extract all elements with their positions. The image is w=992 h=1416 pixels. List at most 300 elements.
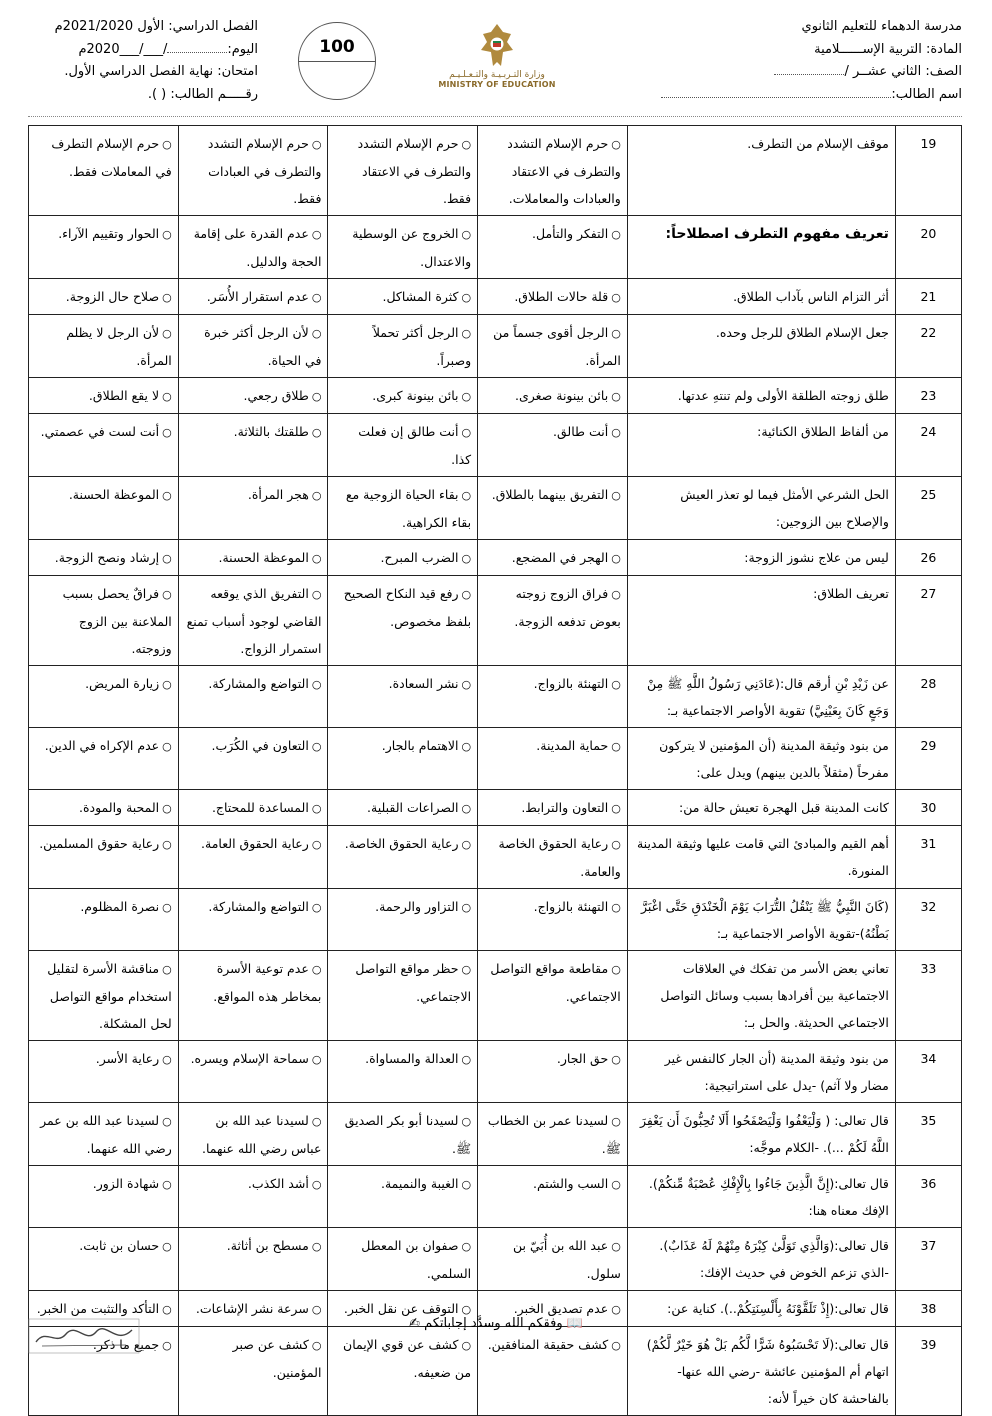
radio-circle-icon[interactable]: ○ — [162, 838, 172, 851]
radio-circle-icon[interactable]: ○ — [611, 1339, 621, 1352]
radio-circle-icon[interactable]: ○ — [162, 552, 172, 565]
student-number-line: رقـــــم الطالب: ( ). — [147, 86, 258, 102]
answer-option[interactable] — [178, 126, 328, 216]
question-number: 33 — [895, 951, 961, 1041]
answer-option-label: التفكر والتأمل. — [532, 226, 609, 241]
answer-option[interactable] — [328, 1327, 478, 1416]
answer-option-label: صفوان بن المعطل السلمي. — [361, 1238, 472, 1281]
answer-option[interactable] — [29, 315, 179, 378]
answer-option-label: بقاء الحياة الزوجية مع بقاء الكراهية. — [345, 487, 472, 530]
radio-circle-icon[interactable]: ○ — [611, 552, 621, 565]
answer-option[interactable] — [328, 378, 478, 414]
answer-option[interactable] — [478, 790, 628, 826]
question-stem: (كَانَ النَّبِيُّ ﷺ يَنْقُلُ التُّرَابَ يَوْمَ الْخَنْدَقِ حَتَّى اغْبَرَّ بَطْنُهُ)-تقوية الأواصر الاجتماعية بـ: — [627, 889, 895, 951]
answer-option[interactable] — [478, 889, 628, 951]
answer-option-label: حرم الإسلام التشدد والتطرف في الاعتقاد والعبادات والمعاملات. — [507, 136, 621, 206]
question-stem: قال تعالى:(وَالَّذِي تَوَلَّىٰ كِبْرَهُ مِنْهُمْ لَهُ عَذَابٌ). -الذي تزعم الخوض في حديث الإفك: — [627, 1228, 895, 1291]
answer-option-label: كشف حقيقة المنافقين. — [487, 1337, 609, 1352]
answer-option-label: الرجل أقوى جسماً من المرأة. — [493, 325, 621, 368]
answer-option-label: التأكد والتثبت من الخبر. — [36, 1301, 160, 1316]
radio-circle-icon[interactable]: ○ — [311, 228, 322, 241]
radio-circle-icon[interactable]: ○ — [611, 963, 621, 976]
radio-circle-icon[interactable]: ○ — [461, 901, 472, 914]
answer-option[interactable] — [29, 378, 179, 414]
radio-circle-icon[interactable]: ○ — [461, 1115, 472, 1128]
radio-circle-icon[interactable]: ○ — [162, 802, 172, 815]
answer-option[interactable] — [328, 790, 478, 826]
answer-option-label: قلة حالات الطلاق. — [514, 289, 609, 304]
answer-option[interactable] — [478, 728, 628, 790]
answer-option-label: كشف عن قوي الإيمان من ضعيفه. — [343, 1337, 472, 1380]
radio-circle-icon[interactable]: ○ — [162, 390, 172, 403]
radio-circle-icon[interactable]: ○ — [311, 1115, 322, 1128]
answer-option[interactable] — [29, 790, 179, 826]
answer-option-label: لأن الرجل لا يظلم المرأة. — [66, 325, 172, 368]
ministry-emblem — [436, 22, 558, 112]
radio-circle-icon[interactable]: ○ — [461, 552, 472, 565]
radio-circle-icon[interactable]: ○ — [311, 1303, 322, 1316]
radio-circle-icon[interactable]: ○ — [461, 489, 472, 502]
answer-option-label: عدم القدرة على إقامة الحجة والدليل. — [193, 226, 322, 269]
question-row — [29, 1327, 962, 1416]
radio-circle-icon[interactable]: ○ — [311, 489, 322, 502]
answer-option[interactable] — [478, 216, 628, 279]
answer-option[interactable] — [328, 279, 478, 315]
answer-option[interactable] — [29, 1228, 179, 1291]
radio-circle-icon[interactable]: ○ — [311, 1178, 322, 1191]
answer-option-label: هجر المرأة. — [247, 487, 309, 502]
radio-circle-icon[interactable]: ○ — [611, 1303, 621, 1316]
teacher-signature — [28, 1318, 140, 1354]
question-number: 22 — [895, 315, 961, 378]
answer-option-label: حرم الإسلام التشدد والتطرف في العبادات فقط. — [207, 136, 322, 206]
answer-option[interactable] — [29, 1041, 179, 1103]
answer-option[interactable] — [328, 216, 478, 279]
answer-option[interactable] — [478, 1327, 628, 1416]
answer-option[interactable] — [178, 315, 328, 378]
answer-option-label: الاهتمام بالجار. — [381, 738, 459, 753]
answer-option-label: الرجل أكثر تحملاً وصبراً. — [372, 325, 472, 368]
header-school-info — [632, 16, 962, 106]
radio-circle-icon[interactable]: ○ — [162, 327, 172, 340]
answer-option[interactable] — [478, 540, 628, 576]
radio-circle-icon[interactable]: ○ — [311, 588, 322, 601]
answer-option-label: الحوار وتقييم الآراء. — [58, 226, 160, 241]
day-line: اليوم:/___/___2020م — [78, 41, 258, 57]
radio-circle-icon[interactable]: ○ — [611, 1053, 621, 1066]
radio-circle-icon[interactable]: ○ — [461, 588, 472, 601]
questions-table — [28, 125, 962, 1416]
radio-circle-icon[interactable]: ○ — [461, 678, 472, 691]
radio-circle-icon[interactable]: ○ — [162, 1178, 172, 1191]
radio-circle-icon[interactable]: ○ — [611, 901, 621, 914]
answer-option-label: بائن بينونة كبرى. — [372, 388, 459, 403]
radio-circle-icon[interactable]: ○ — [162, 901, 172, 914]
answer-option[interactable] — [328, 414, 478, 477]
writing-hand-icon: ✍ — [409, 1316, 420, 1331]
radio-circle-icon[interactable]: ○ — [162, 291, 172, 304]
answer-option-label: حق الجار. — [556, 1051, 609, 1066]
answer-option[interactable] — [328, 315, 478, 378]
answer-option-label: حماية المدينة. — [536, 738, 609, 753]
answer-option-label: سماحة الإسلام ويسره. — [190, 1051, 309, 1066]
answer-option[interactable] — [178, 378, 328, 414]
radio-circle-icon[interactable]: ○ — [162, 489, 172, 502]
answer-option-label: الهجر في المضجع. — [511, 550, 609, 565]
question-number: 23 — [895, 378, 961, 414]
grade-line: الصف: الثاني عشــر / — [632, 61, 962, 84]
answer-option[interactable] — [29, 826, 179, 889]
answer-option[interactable] — [328, 1228, 478, 1291]
answer-option[interactable] — [478, 279, 628, 315]
question-stem: من ألفاظ الطلاق الكنائية: — [627, 414, 895, 477]
answer-option[interactable] — [178, 790, 328, 826]
question-row — [29, 576, 962, 666]
radio-circle-icon[interactable]: ○ — [311, 740, 322, 753]
radio-circle-icon[interactable]: ○ — [461, 291, 472, 304]
question-row — [29, 477, 962, 540]
radio-circle-icon[interactable]: ○ — [311, 678, 322, 691]
radio-circle-icon[interactable]: ○ — [461, 138, 472, 151]
answer-option-label: نشر السعادة. — [388, 676, 459, 691]
radio-circle-icon[interactable]: ○ — [162, 228, 172, 241]
radio-circle-icon[interactable]: ○ — [611, 678, 621, 691]
answer-option[interactable] — [478, 1103, 628, 1166]
radio-circle-icon[interactable]: ○ — [611, 1115, 621, 1128]
question-row — [29, 951, 962, 1041]
answer-option[interactable] — [178, 889, 328, 951]
question-stem: أثر التزام الناس بآداب الطلاق. — [627, 279, 895, 315]
question-stem: قال تعالى:(إِذْ تَلَقَّوْنَهُ بِأَلْسِنَتِكُمْ..). كناية عن: — [627, 1291, 895, 1327]
answer-option[interactable] — [478, 414, 628, 477]
answer-option-label: حظر مواقع التواصل الاجتماعي. — [355, 961, 472, 1004]
answer-option-label: كثرة المشاكل. — [382, 289, 459, 304]
radio-circle-icon[interactable]: ○ — [461, 228, 472, 241]
answer-option[interactable] — [29, 576, 179, 666]
question-row — [29, 790, 962, 826]
question-stem: الحل الشرعي الأمثل فيما لو تعذر العيش والإصلاح بين الزوجين: — [627, 477, 895, 540]
radio-circle-icon[interactable]: ○ — [311, 1339, 322, 1352]
answer-option-label: السب والشتم. — [532, 1176, 609, 1191]
question-row — [29, 378, 962, 414]
answer-option-label: زيارة المريض. — [85, 676, 160, 691]
radio-circle-icon[interactable]: ○ — [311, 1240, 322, 1253]
ministry-name-en: MINISTRY OF EDUCATION — [438, 80, 556, 89]
answer-option-label: بائن بينونة صغرى. — [514, 388, 609, 403]
radio-circle-icon[interactable]: ○ — [461, 838, 472, 851]
question-stem: كانت المدينة قبل الهجرة تعيش حالة من: — [627, 790, 895, 826]
radio-circle-icon[interactable]: ○ — [461, 802, 472, 815]
radio-circle-icon[interactable]: ○ — [611, 1240, 621, 1253]
question-stem: قال تعالى: ( وَلْيَعْفُوا وَلْيَصْفَحُوا أَلَا تُحِبُّونَ أَن يَغْفِرَ اللَّهُ لَكُمْ ...). -الكلام موجَّه: — [627, 1103, 895, 1166]
answer-option[interactable] — [478, 666, 628, 728]
answer-option[interactable] — [328, 126, 478, 216]
radio-circle-icon[interactable]: ○ — [311, 291, 322, 304]
footer-text: وفقكم الله وسدَّد إجاباتكم — [424, 1316, 563, 1331]
radio-circle-icon[interactable]: ○ — [461, 963, 472, 976]
question-number: 34 — [895, 1041, 961, 1103]
answer-option-label: التهنئة بالزواج. — [533, 899, 609, 914]
answer-option-label: التواضع والمشاركة. — [208, 899, 309, 914]
radio-circle-icon[interactable]: ○ — [162, 740, 172, 753]
radio-circle-icon[interactable]: ○ — [311, 426, 322, 439]
answer-option-label: أنت طالق. — [553, 424, 609, 439]
answer-option-label: لسيدنا عبد الله بن عباس رضي الله عنهما. — [202, 1113, 322, 1156]
answer-option[interactable] — [328, 826, 478, 889]
answer-option[interactable] — [178, 576, 328, 666]
radio-circle-icon[interactable]: ○ — [162, 588, 172, 601]
question-row — [29, 1103, 962, 1166]
answer-option[interactable] — [29, 477, 179, 540]
answer-option-label: التفريق الذي يوقعه القاضي لوجود أسباب تمنع استمرار الزواج. — [186, 586, 322, 656]
answer-option-label: صلاح حال الزوجة. — [65, 289, 160, 304]
answer-option[interactable] — [178, 414, 328, 477]
radio-circle-icon[interactable]: ○ — [611, 291, 621, 304]
answer-option-label: كشف عن صبر المؤمنين. — [232, 1337, 322, 1380]
answer-option-label: لسيدنا عمر بن الخطاب ﷺ. — [487, 1113, 621, 1156]
answer-option-label: رعاية الأسر. — [95, 1051, 160, 1066]
radio-circle-icon[interactable]: ○ — [611, 838, 621, 851]
answer-option[interactable] — [178, 666, 328, 728]
answer-option[interactable] — [178, 216, 328, 279]
answer-option[interactable] — [478, 1041, 628, 1103]
answer-option-label: مناقشة الأسرة لتقليل استخدام مواقع التواصل لحل المشكلة. — [47, 961, 172, 1031]
radio-circle-icon[interactable]: ○ — [611, 489, 621, 502]
answer-option[interactable] — [328, 1103, 478, 1166]
answer-option-label: رعاية الحقوق الخاصة والعامة. — [498, 836, 621, 879]
radio-circle-icon[interactable]: ○ — [611, 740, 621, 753]
answer-option[interactable] — [29, 126, 179, 216]
answer-option-label: التهنئة بالزواج. — [533, 676, 609, 691]
question-number: 21 — [895, 279, 961, 315]
radio-circle-icon[interactable]: ○ — [611, 228, 621, 241]
radio-circle-icon[interactable]: ○ — [162, 963, 172, 976]
answer-option[interactable] — [478, 126, 628, 216]
question-stem: قال تعالى:(إِنَّ الَّذِينَ جَاءُوا بِالْإِفْكِ عُصْبَةٌ مِّنكُمْ). الإفك معناه هنا: — [627, 1166, 895, 1228]
question-row — [29, 414, 962, 477]
radio-circle-icon[interactable]: ○ — [311, 802, 322, 815]
question-number: 26 — [895, 540, 961, 576]
answer-option[interactable] — [328, 576, 478, 666]
radio-circle-icon[interactable]: ○ — [311, 390, 322, 403]
radio-circle-icon[interactable]: ○ — [461, 1053, 472, 1066]
question-row — [29, 666, 962, 728]
answer-option[interactable] — [178, 1327, 328, 1416]
question-row — [29, 728, 962, 790]
question-number: 39 — [895, 1327, 961, 1416]
radio-circle-icon[interactable]: ○ — [461, 740, 472, 753]
radio-circle-icon[interactable]: ○ — [162, 138, 172, 151]
radio-circle-icon[interactable]: ○ — [461, 327, 472, 340]
score-total: 100 — [319, 37, 355, 57]
radio-circle-icon[interactable]: ○ — [611, 426, 621, 439]
answer-option[interactable] — [178, 279, 328, 315]
answer-option-label: لا يقع الطلاق. — [88, 388, 160, 403]
radio-circle-icon[interactable]: ○ — [311, 1053, 322, 1066]
radio-circle-icon[interactable]: ○ — [162, 1053, 172, 1066]
answer-option-label: رعاية حقوق المسلمين. — [39, 836, 160, 851]
answer-option[interactable] — [328, 889, 478, 951]
answer-option[interactable] — [178, 1166, 328, 1228]
answer-option[interactable] — [328, 1041, 478, 1103]
radio-circle-icon[interactable]: ○ — [162, 1339, 172, 1352]
question-stem: طلق زوجته الطلقة الأولى ولم تنتهِ عدتها. — [627, 378, 895, 414]
answer-option-label: عدم الإكراه في الدين. — [44, 738, 160, 753]
answer-option-label: الموعظة الحسنة. — [68, 487, 160, 502]
answer-option[interactable] — [178, 951, 328, 1041]
header-exam-info — [28, 16, 258, 106]
answer-option[interactable] — [328, 951, 478, 1041]
answer-option-label: العدالة والمساواة. — [365, 1051, 459, 1066]
question-stem: قال تعالى:(لَا تَحْسَبُوهُ شَرًّا لَّكُم بَلْ هُوَ خَيْرٌ لَّكُمْ) اتهام أم المؤمنين عائشة -رضي الله عنها-بالفاحشة كان خيراً لأنه: — [627, 1327, 895, 1416]
answer-option[interactable] — [29, 1103, 179, 1166]
radio-circle-icon[interactable]: ○ — [311, 838, 322, 851]
answer-option-label: أنت لست في عصمتي. — [40, 424, 160, 439]
question-number: 28 — [895, 666, 961, 728]
question-number: 24 — [895, 414, 961, 477]
answer-option-label: فراقٌ يحصل بسبب الملاعنة بين الزوج وزوجته. — [62, 586, 172, 656]
answer-option-label: حرم الإسلام التطرف في المعاملات فقط. — [51, 136, 172, 179]
answer-option-label: التفريق بينهما بالطلاق. — [491, 487, 609, 502]
semester-line: الفصل الدراسي: الأول 2021/2020م — [54, 19, 258, 34]
answer-option-label: المحبة والمودة. — [79, 800, 160, 815]
answer-option[interactable] — [328, 666, 478, 728]
radio-circle-icon[interactable]: ○ — [461, 1178, 472, 1191]
answer-option[interactable] — [29, 216, 179, 279]
question-stem: ليس من علاج نشوز الزوجة: — [627, 540, 895, 576]
answer-option-label: الصراعات القبلية. — [367, 800, 459, 815]
answer-option-label: المساعدة للمحتاج. — [211, 800, 309, 815]
answer-option-label: أنت طالق إن فعلت كذا. — [358, 424, 472, 467]
answer-option-label: شهادة الزور. — [92, 1176, 160, 1191]
answer-option-label: الغيبة والنميمة. — [380, 1176, 459, 1191]
question-number: 35 — [895, 1103, 961, 1166]
subject-line: المادة: التربية الإســــــلامية — [814, 41, 962, 57]
radio-circle-icon[interactable]: ○ — [311, 963, 322, 976]
ministry-name-ar: وزارة التـربـيـة والتـعـلـيـم — [449, 70, 545, 80]
radio-circle-icon[interactable]: ○ — [461, 1339, 472, 1352]
answer-option-label: رعاية الحقوق العامة. — [201, 836, 309, 851]
answer-option-label: طلقتك بالثلاثة. — [233, 424, 309, 439]
answer-option-label: لسيدنا عبد الله بن عمر رضي الله عنهما. — [40, 1113, 172, 1156]
radio-circle-icon[interactable]: ○ — [311, 552, 322, 565]
question-number: 37 — [895, 1228, 961, 1291]
answer-option[interactable] — [328, 477, 478, 540]
answer-option[interactable] — [178, 477, 328, 540]
book-icon: 📖 — [566, 1316, 583, 1331]
radio-circle-icon[interactable]: ○ — [162, 678, 172, 691]
answer-option[interactable] — [478, 826, 628, 889]
exam-line: امتحان: نهاية الفصل الدراسي الأول. — [64, 64, 258, 79]
question-stem: عن زَيْدِ بْنِ أرقم قال:(عَادَنِي رَسُولُ اللَّهِ ﷺ مِنْ وَجَعٍ كَانَ بِعَيْنِيَّ) تقوية الأواصر الاجتماعية بـ: — [627, 666, 895, 728]
answer-option[interactable] — [478, 576, 628, 666]
answer-option[interactable] — [478, 315, 628, 378]
radio-circle-icon[interactable]: ○ — [162, 426, 172, 439]
question-row — [29, 315, 962, 378]
answer-option-label: الخروج عن الوسطية والاعتدال. — [352, 226, 472, 269]
question-row — [29, 889, 962, 951]
answer-option[interactable] — [29, 279, 179, 315]
radio-circle-icon[interactable]: ○ — [461, 390, 472, 403]
answer-option-label: لأن الرجل أكثر خبرة في الحياة. — [204, 325, 322, 368]
question-number: 32 — [895, 889, 961, 951]
radio-circle-icon[interactable]: ○ — [162, 1240, 172, 1253]
exam-header — [28, 14, 962, 110]
answer-option[interactable] — [328, 728, 478, 790]
answer-option[interactable] — [478, 1228, 628, 1291]
radio-circle-icon[interactable]: ○ — [162, 1303, 172, 1316]
answer-option[interactable] — [178, 1228, 328, 1291]
answer-option[interactable] — [478, 477, 628, 540]
radio-circle-icon[interactable]: ○ — [461, 1240, 472, 1253]
answer-option-label: التزاور والرحمة. — [375, 899, 459, 914]
answer-option-label: سرعة نشر الإشاعات. — [195, 1301, 309, 1316]
answer-option[interactable] — [328, 1166, 478, 1228]
radio-circle-icon[interactable]: ○ — [461, 1303, 472, 1316]
answer-option-label: عدم توعية الأسرة بمخاطر هذه المواقع. — [213, 961, 322, 1004]
question-row — [29, 126, 962, 216]
answer-option[interactable] — [478, 951, 628, 1041]
answer-option[interactable] — [29, 951, 179, 1041]
radio-circle-icon[interactable]: ○ — [311, 901, 322, 914]
answer-option[interactable] — [29, 414, 179, 477]
radio-circle-icon[interactable]: ○ — [311, 327, 322, 340]
answer-option-label: أشد الكذب. — [247, 1176, 309, 1191]
answer-option[interactable] — [29, 728, 179, 790]
answer-option[interactable] — [29, 540, 179, 576]
radio-circle-icon[interactable]: ○ — [611, 327, 621, 340]
answer-option-label: التعاون والترابط. — [521, 800, 609, 815]
answer-option[interactable] — [328, 540, 478, 576]
radio-circle-icon[interactable]: ○ — [162, 1115, 172, 1128]
answer-option-label: رعاية الحقوق الخاصة. — [344, 836, 459, 851]
answer-option[interactable] — [178, 1103, 328, 1166]
answer-option[interactable] — [478, 1166, 628, 1228]
radio-circle-icon[interactable]: ○ — [611, 802, 621, 815]
answer-option[interactable] — [29, 666, 179, 728]
answer-option[interactable] — [178, 1041, 328, 1103]
radio-circle-icon[interactable]: ○ — [611, 390, 621, 403]
answer-option-label: حرم الإسلام التشدد والتطرف في الاعتقاد فقط. — [357, 136, 472, 206]
answer-option-label: التوقف عن نقل الخبر. — [343, 1301, 459, 1316]
score-divider — [299, 61, 375, 62]
radio-circle-icon[interactable]: ○ — [611, 588, 621, 601]
score-circle — [298, 22, 376, 100]
answer-option-label: إرشاد ونصح الزوجة. — [54, 550, 160, 565]
radio-circle-icon[interactable]: ○ — [611, 1178, 621, 1191]
radio-circle-icon[interactable]: ○ — [611, 138, 621, 151]
question-number: 36 — [895, 1166, 961, 1228]
answer-option-label: مسطح بن أثاثة. — [226, 1238, 309, 1253]
question-stem: من بنود وثيقة المدينة (أن المؤمنين لا يتركون مفرحاً (مثقلاً بالدين بينهم) ويدل على: — [627, 728, 895, 790]
answer-option[interactable] — [178, 540, 328, 576]
question-stem: تعريف مفهوم التطرف اصطلاحاً: — [627, 216, 895, 279]
answer-option[interactable] — [478, 378, 628, 414]
answer-option[interactable] — [29, 1166, 179, 1228]
radio-circle-icon[interactable]: ○ — [311, 138, 322, 151]
answer-option-label: مقاطعة مواقع التواصل الاجتماعي. — [490, 961, 621, 1004]
answer-option-label: لسيدنا أبو بكر الصديق ﷺ. — [344, 1113, 472, 1156]
answer-option[interactable] — [178, 728, 328, 790]
answer-option[interactable] — [29, 889, 179, 951]
answer-option[interactable] — [178, 826, 328, 889]
question-stem: تعريف الطلاق: — [627, 576, 895, 666]
answer-option-label: التواضع والمشاركة. — [208, 676, 309, 691]
answer-option-label: نصرة المظلوم. — [80, 899, 160, 914]
question-row — [29, 540, 962, 576]
radio-circle-icon[interactable]: ○ — [461, 426, 472, 439]
footer-message — [0, 1316, 992, 1331]
